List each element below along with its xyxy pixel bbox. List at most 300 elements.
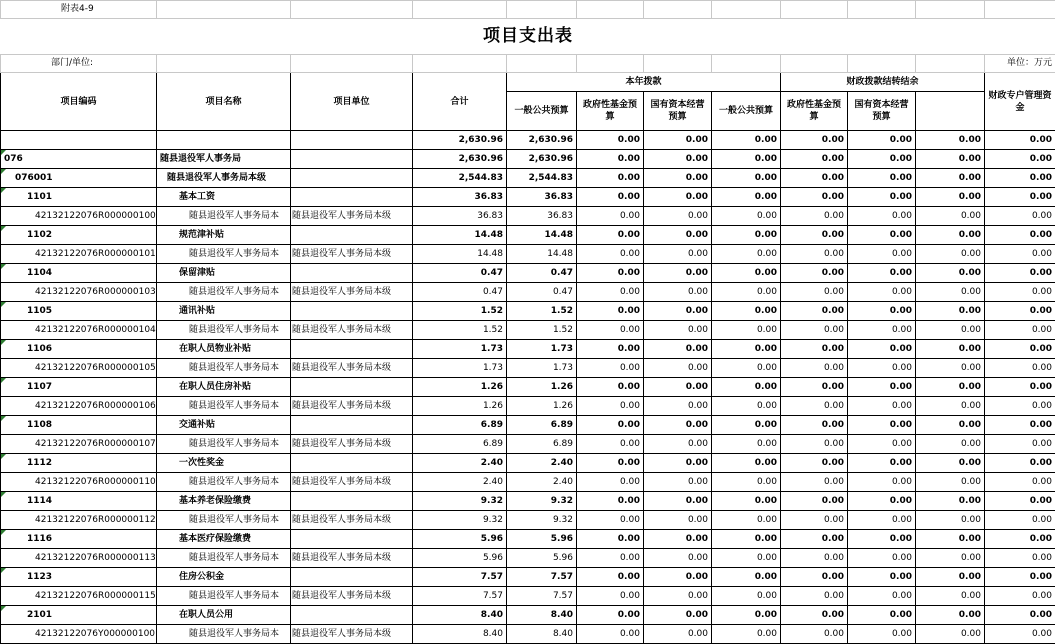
cell-value[interactable]: 0.00 (577, 283, 644, 302)
cell-value[interactable]: 0.00 (916, 530, 985, 549)
cell-value[interactable]: 2,544.83 (413, 169, 507, 188)
cell-name[interactable]: 随县退役军人事务局本 (157, 245, 291, 264)
cell-value[interactable]: 0.00 (712, 587, 781, 606)
cell-value[interactable]: 0.00 (848, 416, 916, 435)
cell-code[interactable]: 42132122076R000000107 (1, 435, 157, 454)
cell-name[interactable]: 随县退役军人事务局本 (157, 473, 291, 492)
cell-code[interactable]: 42132122076R000000104 (1, 321, 157, 340)
cell-value[interactable]: 0.00 (712, 207, 781, 226)
cell-value[interactable]: 0.00 (985, 473, 1055, 492)
cell-value[interactable]: 6.89 (507, 435, 577, 454)
cell-value[interactable]: 0.00 (848, 378, 916, 397)
cell-unit[interactable]: 随县退役军人事务局本级 (291, 321, 413, 340)
cell-value[interactable]: 0.00 (848, 568, 916, 587)
table-row[interactable] (1, 625, 1055, 644)
table-row[interactable] (1, 492, 1055, 511)
cell-value[interactable]: 0.00 (712, 226, 781, 245)
cell-value[interactable]: 5.96 (413, 530, 507, 549)
cell-value[interactable]: 0.00 (781, 606, 848, 625)
cell-value[interactable]: 0.00 (712, 283, 781, 302)
cell-value[interactable]: 0.00 (781, 549, 848, 568)
table-row[interactable] (1, 606, 1055, 625)
cell-unit[interactable] (291, 169, 413, 188)
cell-value[interactable]: 0.00 (916, 435, 985, 454)
cell-value[interactable]: 0.00 (848, 435, 916, 454)
cell-value[interactable]: 0.00 (985, 283, 1055, 302)
cell-name[interactable]: 住房公积金 (157, 568, 291, 587)
cell-value[interactable]: 0.00 (712, 530, 781, 549)
cell-value[interactable]: 0.00 (916, 492, 985, 511)
cell-name[interactable]: 一次性奖金 (157, 454, 291, 473)
cell-value[interactable]: 0.00 (644, 397, 712, 416)
cell-value[interactable]: 0.00 (848, 302, 916, 321)
cell-code[interactable]: 076 (1, 150, 157, 169)
cell-value[interactable]: 0.00 (781, 435, 848, 454)
cell-code[interactable]: 42132122076R000000101 (1, 245, 157, 264)
cell-value[interactable]: 0.00 (577, 492, 644, 511)
cell-value[interactable]: 0.00 (712, 606, 781, 625)
cell-value[interactable]: 0.00 (577, 150, 644, 169)
cell-name[interactable]: 随县退役军人事务局本 (157, 207, 291, 226)
cell-value[interactable]: 0.00 (644, 226, 712, 245)
table-row[interactable] (1, 378, 1055, 397)
cell-value[interactable]: 0.00 (712, 454, 781, 473)
cell-code[interactable]: 42132122076R000000113 (1, 549, 157, 568)
cell-value[interactable]: 0.00 (712, 416, 781, 435)
cell-value[interactable]: 0.00 (848, 473, 916, 492)
cell-value[interactable]: 0.00 (644, 321, 712, 340)
cell-value[interactable]: 0.00 (644, 283, 712, 302)
table-row[interactable] (1, 587, 1055, 606)
cell-value[interactable]: 36.83 (413, 188, 507, 207)
table-row[interactable] (1, 549, 1055, 568)
cell-value[interactable]: 0.00 (712, 340, 781, 359)
cell-value[interactable]: 0.00 (916, 416, 985, 435)
cell-value[interactable]: 0.00 (577, 264, 644, 283)
cell-code[interactable]: 42132122076R000000112 (1, 511, 157, 530)
cell-value[interactable]: 0.00 (781, 207, 848, 226)
cell-value[interactable]: 0.00 (916, 283, 985, 302)
cell-code[interactable]: 42132122076R000000105 (1, 359, 157, 378)
table-row[interactable] (1, 568, 1055, 587)
cell-value[interactable]: 0.00 (577, 416, 644, 435)
cell-value[interactable]: 1.73 (507, 359, 577, 378)
cell-unit[interactable] (291, 416, 413, 435)
cell-code[interactable]: 1101 (1, 188, 157, 207)
cell-value[interactable]: 0.47 (507, 264, 577, 283)
cell-value[interactable]: 0.00 (985, 549, 1055, 568)
table-row[interactable] (1, 264, 1055, 283)
cell-value[interactable]: 36.83 (507, 188, 577, 207)
cell-value[interactable]: 1.52 (413, 302, 507, 321)
cell-value[interactable]: 0.00 (985, 359, 1055, 378)
cell-value[interactable]: 0.00 (712, 568, 781, 587)
cell-name[interactable]: 随县退役军人事务局本 (157, 359, 291, 378)
cell-value[interactable]: 0.00 (781, 378, 848, 397)
cell-name[interactable]: 随县退役军人事务局本 (157, 435, 291, 454)
cell-unit[interactable]: 随县退役军人事务局本级 (291, 435, 413, 454)
cell-value[interactable]: 0.00 (781, 397, 848, 416)
cell-value[interactable]: 0.47 (413, 283, 507, 302)
cell-value[interactable]: 0.00 (781, 283, 848, 302)
cell-value[interactable]: 0.00 (916, 378, 985, 397)
cell-value[interactable]: 9.32 (413, 492, 507, 511)
cell-value[interactable]: 0.00 (577, 359, 644, 378)
cell-unit[interactable]: 随县退役军人事务局本级 (291, 207, 413, 226)
cell-value[interactable]: 0.00 (985, 568, 1055, 587)
cell-value[interactable]: 0.00 (916, 568, 985, 587)
cell-value[interactable]: 0.00 (577, 511, 644, 530)
cell-name[interactable]: 随县退役军人事务局 (157, 150, 291, 169)
cell-value[interactable]: 0.00 (644, 150, 712, 169)
table-row[interactable] (1, 283, 1055, 302)
cell-value[interactable]: 0.00 (848, 587, 916, 606)
table-row[interactable] (1, 188, 1055, 207)
cell-value[interactable]: 0.00 (985, 378, 1055, 397)
cell-value[interactable]: 0.00 (712, 625, 781, 644)
cell-value[interactable]: 0.00 (848, 549, 916, 568)
cell-name[interactable]: 在职人员住房补贴 (157, 378, 291, 397)
cell-value[interactable]: 0.00 (848, 131, 916, 150)
cell-code[interactable]: 1106 (1, 340, 157, 359)
cell-value[interactable]: 1.26 (413, 397, 507, 416)
cell-value[interactable]: 0.00 (577, 549, 644, 568)
cell-value[interactable]: 0.00 (644, 131, 712, 150)
cell-value[interactable]: 0.00 (848, 188, 916, 207)
cell-value[interactable]: 7.57 (507, 587, 577, 606)
cell-value[interactable]: 0.00 (848, 150, 916, 169)
cell-unit[interactable] (291, 568, 413, 587)
cell-value[interactable]: 0.00 (712, 245, 781, 264)
cell-value[interactable]: 1.73 (413, 340, 507, 359)
cell-value[interactable]: 0.00 (781, 359, 848, 378)
cell-name[interactable]: 随县退役军人事务局本 (157, 397, 291, 416)
cell-value[interactable]: 8.40 (413, 625, 507, 644)
cell-value[interactable]: 0.00 (848, 530, 916, 549)
cell-code[interactable]: 2101 (1, 606, 157, 625)
cell-value[interactable]: 0.00 (781, 321, 848, 340)
cell-value[interactable]: 0.47 (507, 283, 577, 302)
cell-value[interactable]: 9.32 (507, 492, 577, 511)
cell-value[interactable]: 0.00 (985, 245, 1055, 264)
cell-value[interactable]: 0.00 (916, 511, 985, 530)
cell-unit[interactable]: 随县退役军人事务局本级 (291, 359, 413, 378)
cell-name[interactable]: 基本养老保险缴费 (157, 492, 291, 511)
cell-unit[interactable] (291, 131, 413, 150)
cell-value[interactable]: 0.00 (985, 454, 1055, 473)
cell-value[interactable]: 2,544.83 (507, 169, 577, 188)
cell-unit[interactable] (291, 606, 413, 625)
cell-value[interactable]: 0.00 (577, 530, 644, 549)
cell-code[interactable]: 42132122076R000000110 (1, 473, 157, 492)
cell-value[interactable]: 0.00 (916, 397, 985, 416)
cell-value[interactable]: 2,630.96 (413, 150, 507, 169)
cell-value[interactable]: 0.00 (916, 359, 985, 378)
cell-value[interactable]: 0.00 (848, 169, 916, 188)
cell-value[interactable]: 0.00 (985, 492, 1055, 511)
cell-value[interactable]: 0.00 (781, 226, 848, 245)
cell-name[interactable]: 基本医疗保险缴费 (157, 530, 291, 549)
cell-value[interactable]: 0.00 (644, 511, 712, 530)
cell-value[interactable]: 0.00 (644, 302, 712, 321)
cell-value[interactable]: 0.00 (781, 340, 848, 359)
cell-value[interactable]: 0.00 (985, 321, 1055, 340)
cell-value[interactable]: 0.00 (848, 264, 916, 283)
cell-value[interactable]: 0.00 (848, 625, 916, 644)
cell-unit[interactable] (291, 264, 413, 283)
cell-value[interactable]: 0.00 (577, 568, 644, 587)
cell-value[interactable]: 0.00 (916, 188, 985, 207)
cell-name[interactable]: 随县退役军人事务局本 (157, 511, 291, 530)
cell-value[interactable]: 0.00 (781, 169, 848, 188)
cell-value[interactable]: 8.40 (413, 606, 507, 625)
cell-value[interactable]: 8.40 (507, 625, 577, 644)
cell-value[interactable]: 0.00 (781, 302, 848, 321)
cell-value[interactable]: 1.26 (413, 378, 507, 397)
cell-value[interactable]: 0.00 (644, 416, 712, 435)
cell-unit[interactable]: 随县退役军人事务局本级 (291, 625, 413, 644)
cell-unit[interactable]: 随县退役军人事务局本级 (291, 473, 413, 492)
cell-value[interactable]: 0.00 (848, 359, 916, 378)
cell-value[interactable]: 0.00 (712, 492, 781, 511)
cell-value[interactable]: 0.00 (712, 321, 781, 340)
cell-name[interactable]: 规范津补贴 (157, 226, 291, 245)
cell-code[interactable]: 1123 (1, 568, 157, 587)
cell-value[interactable]: 0.00 (916, 226, 985, 245)
cell-value[interactable]: 14.48 (413, 226, 507, 245)
cell-value[interactable]: 0.00 (781, 454, 848, 473)
cell-code[interactable]: 076001 (1, 169, 157, 188)
cell-name[interactable]: 交通补贴 (157, 416, 291, 435)
cell-value[interactable]: 0.00 (644, 359, 712, 378)
cell-unit[interactable] (291, 226, 413, 245)
cell-code[interactable]: 1105 (1, 302, 157, 321)
cell-value[interactable]: 0.00 (985, 207, 1055, 226)
cell-value[interactable]: 0.00 (644, 188, 712, 207)
cell-value[interactable]: 0.00 (916, 169, 985, 188)
cell-value[interactable]: 0.00 (644, 169, 712, 188)
cell-unit[interactable] (291, 530, 413, 549)
cell-value[interactable]: 0.00 (985, 530, 1055, 549)
cell-value[interactable]: 0.00 (712, 511, 781, 530)
cell-value[interactable]: 0.00 (848, 321, 916, 340)
cell-value[interactable]: 0.00 (848, 454, 916, 473)
cell-value[interactable]: 0.00 (781, 416, 848, 435)
cell-name[interactable]: 在职人员公用 (157, 606, 291, 625)
cell-value[interactable]: 0.00 (848, 511, 916, 530)
table-row[interactable] (1, 397, 1055, 416)
cell-code[interactable]: 42132122076R000000115 (1, 587, 157, 606)
cell-value[interactable]: 1.73 (413, 359, 507, 378)
cell-value[interactable]: 0.00 (848, 492, 916, 511)
cell-name[interactable]: 保留津贴 (157, 264, 291, 283)
cell-value[interactable]: 6.89 (507, 416, 577, 435)
cell-value[interactable]: 0.00 (916, 625, 985, 644)
cell-value[interactable]: 0.00 (644, 264, 712, 283)
cell-value[interactable]: 0.00 (577, 625, 644, 644)
cell-value[interactable]: 0.00 (644, 587, 712, 606)
cell-unit[interactable]: 随县退役军人事务局本级 (291, 587, 413, 606)
cell-value[interactable]: 7.57 (507, 568, 577, 587)
cell-name[interactable]: 基本工资 (157, 188, 291, 207)
cell-value[interactable]: 0.00 (916, 207, 985, 226)
cell-value[interactable]: 0.00 (848, 606, 916, 625)
cell-value[interactable]: 2,630.96 (413, 131, 507, 150)
cell-value[interactable]: 0.00 (781, 188, 848, 207)
cell-name[interactable]: 随县退役军人事务局本 (157, 283, 291, 302)
cell-value[interactable]: 0.00 (781, 264, 848, 283)
cell-value[interactable]: 0.00 (577, 340, 644, 359)
cell-name[interactable] (157, 131, 291, 150)
cell-value[interactable]: 0.00 (781, 530, 848, 549)
cell-code[interactable]: 42132122076R000000100 (1, 207, 157, 226)
cell-value[interactable]: 0.00 (916, 131, 985, 150)
cell-value[interactable]: 0.00 (577, 321, 644, 340)
table-row[interactable] (1, 302, 1055, 321)
cell-value[interactable]: 0.00 (985, 587, 1055, 606)
cell-value[interactable]: 0.00 (577, 207, 644, 226)
cell-value[interactable]: 0.00 (985, 169, 1055, 188)
cell-value[interactable]: 0.00 (644, 625, 712, 644)
cell-code[interactable]: 1112 (1, 454, 157, 473)
table-row[interactable] (1, 131, 1055, 150)
cell-value[interactable]: 6.89 (413, 435, 507, 454)
cell-value[interactable]: 0.00 (848, 340, 916, 359)
cell-value[interactable]: 7.57 (413, 568, 507, 587)
cell-value[interactable]: 0.00 (985, 606, 1055, 625)
cell-value[interactable]: 0.00 (985, 416, 1055, 435)
cell-code[interactable]: 42132122076Y000000100 (1, 625, 157, 644)
cell-code[interactable]: 1104 (1, 264, 157, 283)
cell-value[interactable]: 2.40 (507, 473, 577, 492)
cell-value[interactable]: 0.00 (916, 150, 985, 169)
cell-value[interactable]: 14.48 (507, 245, 577, 264)
cell-value[interactable]: 0.00 (848, 226, 916, 245)
cell-value[interactable]: 0.47 (413, 264, 507, 283)
table-row[interactable] (1, 340, 1055, 359)
cell-value[interactable]: 0.00 (577, 473, 644, 492)
cell-value[interactable]: 0.00 (985, 511, 1055, 530)
cell-unit[interactable] (291, 454, 413, 473)
cell-value[interactable]: 0.00 (712, 188, 781, 207)
cell-value[interactable]: 36.83 (507, 207, 577, 226)
cell-value[interactable]: 0.00 (985, 264, 1055, 283)
cell-value[interactable]: 0.00 (712, 359, 781, 378)
cell-value[interactable]: 14.48 (413, 245, 507, 264)
cell-value[interactable]: 0.00 (985, 226, 1055, 245)
cell-code[interactable]: 1114 (1, 492, 157, 511)
cell-value[interactable]: 0.00 (985, 131, 1055, 150)
cell-value[interactable]: 0.00 (644, 530, 712, 549)
cell-value[interactable]: 0.00 (916, 264, 985, 283)
cell-value[interactable]: 5.96 (507, 530, 577, 549)
cell-name[interactable]: 随县退役军人事务局本 (157, 321, 291, 340)
cell-value[interactable]: 0.00 (644, 473, 712, 492)
cell-value[interactable]: 36.83 (413, 207, 507, 226)
cell-value[interactable]: 1.73 (507, 340, 577, 359)
cell-value[interactable]: 2.40 (413, 454, 507, 473)
cell-value[interactable]: 0.00 (985, 150, 1055, 169)
cell-value[interactable]: 0.00 (577, 302, 644, 321)
cell-value[interactable]: 5.96 (507, 549, 577, 568)
cell-value[interactable]: 0.00 (985, 302, 1055, 321)
table-row[interactable] (1, 207, 1055, 226)
cell-value[interactable]: 0.00 (781, 625, 848, 644)
cell-value[interactable]: 0.00 (916, 606, 985, 625)
cell-value[interactable]: 0.00 (577, 606, 644, 625)
cell-value[interactable]: 0.00 (644, 435, 712, 454)
cell-value[interactable]: 9.32 (413, 511, 507, 530)
cell-value[interactable]: 0.00 (985, 435, 1055, 454)
cell-name[interactable]: 随县退役军人事务局本 (157, 549, 291, 568)
cell-value[interactable]: 1.52 (507, 321, 577, 340)
cell-value[interactable]: 1.52 (413, 321, 507, 340)
cell-value[interactable]: 0.00 (916, 340, 985, 359)
table-row[interactable] (1, 454, 1055, 473)
cell-value[interactable]: 0.00 (712, 150, 781, 169)
cell-code[interactable]: 1116 (1, 530, 157, 549)
cell-value[interactable]: 1.26 (507, 378, 577, 397)
cell-value[interactable]: 0.00 (644, 454, 712, 473)
cell-unit[interactable]: 随县退役军人事务局本级 (291, 245, 413, 264)
cell-name[interactable]: 在职人员物业补贴 (157, 340, 291, 359)
cell-value[interactable]: 0.00 (916, 549, 985, 568)
cell-unit[interactable] (291, 302, 413, 321)
cell-name[interactable]: 随县退役军人事务局本级 (157, 169, 291, 188)
cell-value[interactable]: 0.00 (577, 397, 644, 416)
table-row[interactable] (1, 435, 1055, 454)
cell-value[interactable]: 0.00 (985, 625, 1055, 644)
cell-value[interactable]: 0.00 (577, 188, 644, 207)
cell-value[interactable]: 0.00 (712, 549, 781, 568)
cell-value[interactable]: 0.00 (781, 245, 848, 264)
cell-unit[interactable]: 随县退役军人事务局本级 (291, 397, 413, 416)
table-row[interactable] (1, 226, 1055, 245)
cell-value[interactable]: 0.00 (577, 435, 644, 454)
cell-value[interactable]: 0.00 (916, 473, 985, 492)
cell-value[interactable]: 0.00 (781, 150, 848, 169)
cell-name[interactable]: 随县退役军人事务局本 (157, 625, 291, 644)
cell-value[interactable]: 0.00 (781, 492, 848, 511)
cell-value[interactable]: 0.00 (916, 587, 985, 606)
cell-code[interactable]: 42132122076R000000106 (1, 397, 157, 416)
cell-code[interactable]: 1102 (1, 226, 157, 245)
cell-value[interactable]: 2.40 (507, 454, 577, 473)
cell-code[interactable]: 1108 (1, 416, 157, 435)
cell-value[interactable]: 0.00 (848, 283, 916, 302)
cell-value[interactable]: 0.00 (644, 492, 712, 511)
cell-value[interactable]: 0.00 (848, 207, 916, 226)
cell-value[interactable]: 0.00 (781, 511, 848, 530)
cell-value[interactable]: 0.00 (644, 568, 712, 587)
cell-value[interactable]: 0.00 (848, 397, 916, 416)
table-row[interactable] (1, 169, 1055, 188)
cell-value[interactable]: 0.00 (712, 435, 781, 454)
cell-value[interactable]: 0.00 (712, 397, 781, 416)
cell-value[interactable]: 0.00 (577, 378, 644, 397)
cell-value[interactable]: 0.00 (577, 131, 644, 150)
cell-value[interactable]: 0.00 (985, 188, 1055, 207)
cell-value[interactable]: 9.32 (507, 511, 577, 530)
cell-value[interactable]: 0.00 (712, 169, 781, 188)
cell-value[interactable]: 0.00 (712, 302, 781, 321)
cell-value[interactable]: 8.40 (507, 606, 577, 625)
cell-value[interactable]: 0.00 (985, 397, 1055, 416)
cell-value[interactable]: 2.40 (413, 473, 507, 492)
cell-value[interactable]: 0.00 (916, 245, 985, 264)
cell-value[interactable]: 0.00 (712, 131, 781, 150)
table-row[interactable] (1, 321, 1055, 340)
